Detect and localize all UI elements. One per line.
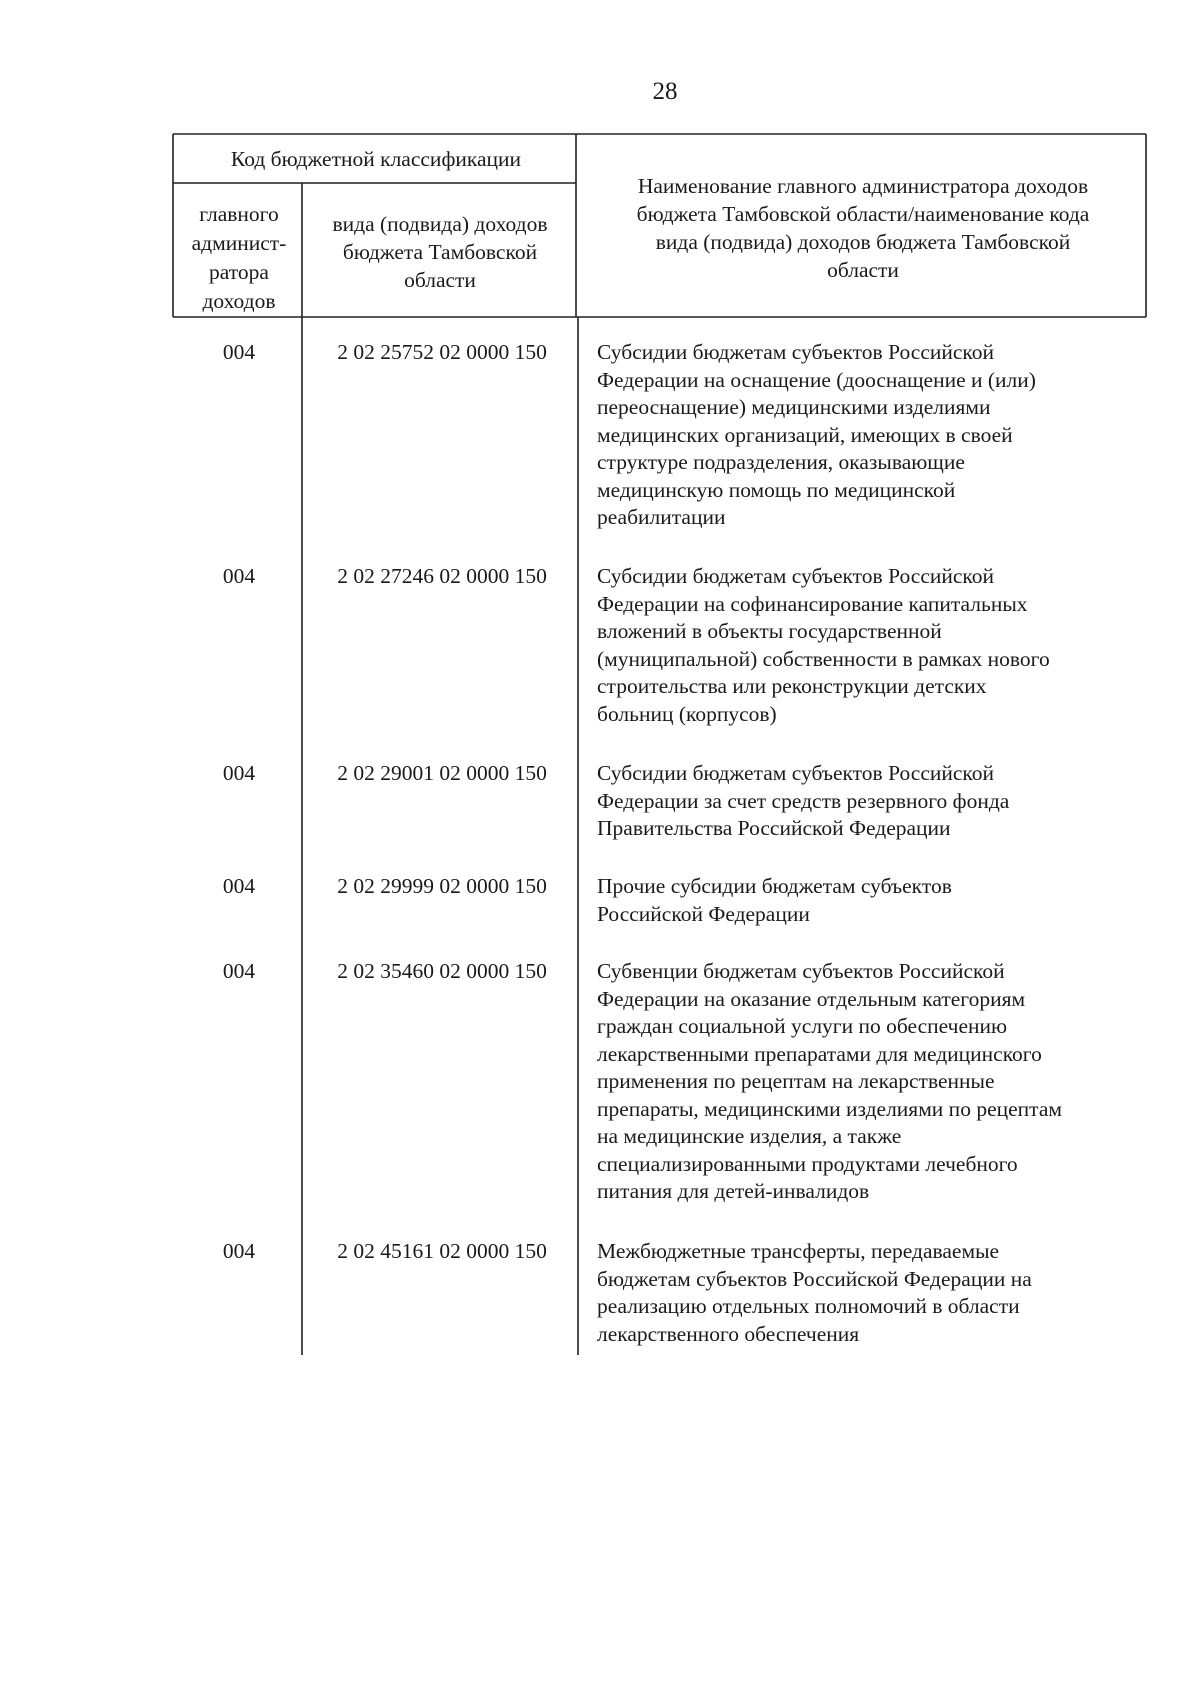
page-number: 28 (652, 78, 678, 105)
row-2-name-line: вложений в объекты государственной (597, 619, 942, 643)
row-3-name-line: Правительства Российской Федерации (597, 816, 951, 840)
row-3-admin-code: 004 (222, 761, 256, 785)
row-5-name-line: специализированными продуктами лечебного (597, 1151, 1018, 1176)
header-col-admin-line: админист- (191, 231, 287, 255)
row-4-admin-code: 004 (222, 874, 256, 898)
row-5-name-line: Субвенции бюджетам субъектов Российской (597, 959, 1005, 983)
row-6-income-code: 2 02 45161 02 0000 150 (337, 1239, 547, 1263)
row-5-name-line: препараты, медицинскими изделиями по рецептам (597, 1096, 1062, 1121)
row-2-name-line: больниц (корпусов) (597, 701, 777, 726)
row-6-name-line: реализацию отдельных полномочий в области (597, 1294, 1020, 1318)
row-5-name-line: питания для детей-инвалидов (597, 1179, 870, 1203)
row-6-admin-code: 004 (222, 1239, 256, 1263)
row-1-name-line: медицинских организаций, имеющих в своей (597, 422, 1013, 447)
row-2-admin-code: 004 (222, 564, 256, 588)
header-group-label: Код бюджетной классификации (230, 147, 522, 171)
row-5-name-line: применения по рецептам на лекарственные (597, 1069, 995, 1093)
row-3-name-line: Федерации за счет средств резервного фонда (597, 788, 1010, 813)
row-2-name-line: (муниципальной) собственности в рамках нового (597, 646, 1050, 671)
header-col-income-line: области (404, 268, 476, 292)
header-col-admin-line: ратора (209, 260, 269, 284)
row-3-name (597, 760, 1142, 843)
row-2-name-line: Субсидии бюджетам субъектов Российской (597, 564, 995, 588)
header-col-admin (176, 200, 302, 316)
row-5-admin-code: 004 (222, 959, 256, 983)
header-col-name-line: области (827, 258, 899, 282)
row-1-name-line: Федерации на оснащение (дооснащение и (или) (597, 367, 1036, 392)
row-6-name-line: Межбюджетные трансферты, передаваемые (597, 1239, 1000, 1263)
header-col-name-line: Наименование главного администратора доходов (637, 174, 1089, 198)
row-6-name-line: лекарственного обеспечения (597, 1321, 860, 1346)
row-1-name-line: Субсидии бюджетам субъектов Российской (597, 340, 995, 364)
row-5-name-line: лекарственными препаратами для медицинского (597, 1041, 1042, 1066)
row-2-name-line: Федерации на софинансирование капитальных (597, 591, 1028, 616)
row-4-name-line: Прочие субсидии бюджетам субъектов (597, 874, 952, 898)
row-5-income-code: 2 02 35460 02 0000 150 (337, 959, 547, 983)
row-6-name (597, 1238, 1142, 1348)
row-1-name-line: переоснащение) медицинскими изделиями (597, 395, 991, 419)
row-2-income-code: 2 02 27246 02 0000 150 (337, 564, 547, 588)
row-2-name-line: строительства или реконструкции детских (597, 674, 987, 698)
row-5-name-line: Федерации на оказание отдельным категориям (597, 986, 1026, 1011)
row-5-name-line: на медицинские изделия, а также (597, 1124, 902, 1148)
row-3-name-line: Субсидии бюджетам субъектов Российской (597, 761, 995, 785)
row-1-admin-code: 004 (222, 340, 256, 364)
header-col-name (582, 172, 1144, 284)
row-4-name (597, 873, 1142, 928)
header-col-admin-line: доходов (202, 289, 276, 313)
row-3-income-code: 2 02 29001 02 0000 150 (337, 761, 547, 785)
header-col-income-line: вида (подвида) доходов (332, 212, 548, 236)
row-4-income-code: 2 02 29999 02 0000 150 (337, 874, 547, 898)
row-4-name-line: Российской Федерации (597, 901, 810, 926)
row-5-name (597, 958, 1142, 1206)
header-col-name-line: бюджета Тамбовской области/наименование кода (636, 202, 1090, 226)
header-col-admin-line: главного (199, 202, 279, 226)
header-col-name-line: вида (подвида) доходов бюджета Тамбовской (655, 230, 1071, 254)
row-1-name-line: медицинскую помощь по медицинской (597, 477, 956, 502)
header-col-income-line: бюджета Тамбовской (342, 240, 538, 264)
row-6-name-line: бюджетам субъектов Российской Федерации на (597, 1266, 1032, 1291)
row-1-name-line: структуре подразделения, оказывающие (597, 450, 965, 474)
header-col-income-type (304, 210, 576, 294)
row-1-name-line: реабилитации (597, 505, 726, 529)
row-1-name (597, 339, 1142, 532)
row-5-name-line: граждан социальной услуги по обеспечению (597, 1014, 1008, 1038)
row-2-name (597, 563, 1142, 728)
row-1-income-code: 2 02 25752 02 0000 150 (337, 340, 547, 364)
